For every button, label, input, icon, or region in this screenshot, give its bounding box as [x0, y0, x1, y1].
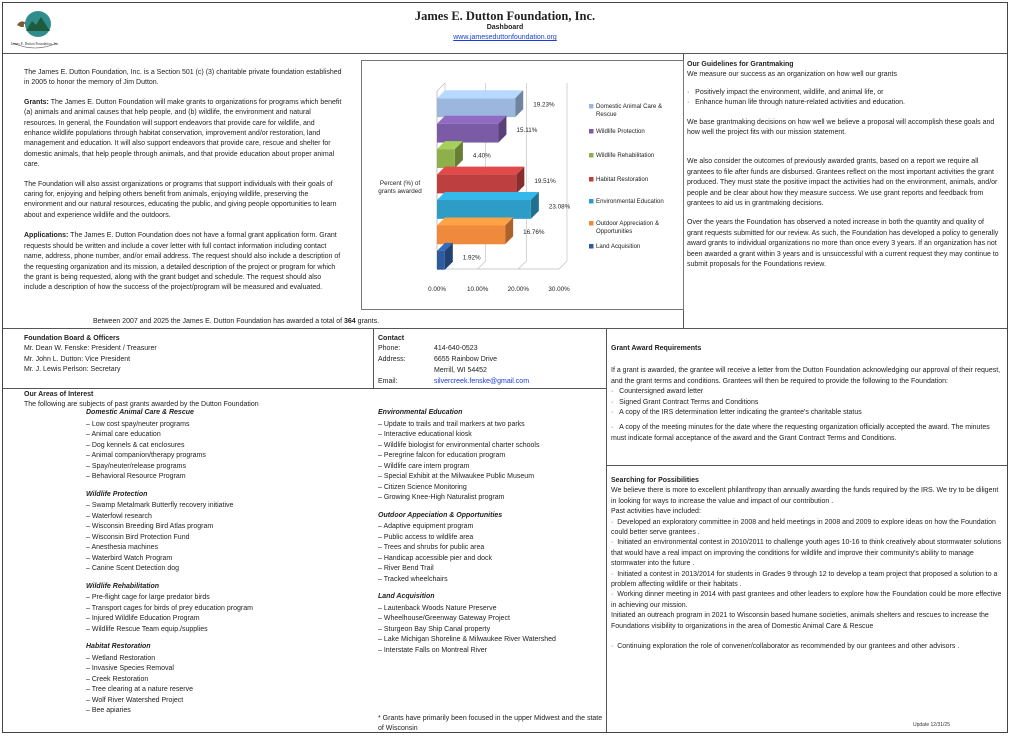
bar	[437, 200, 531, 219]
bar	[437, 98, 515, 117]
guidelines-title: Our Guidelines for Grantmaking	[687, 61, 794, 68]
area-item: – Adaptive equipment program	[378, 523, 474, 530]
bar	[437, 124, 498, 143]
legend-swatch	[589, 221, 594, 226]
page-title: James E. Dutton Foundation, Inc.	[414, 9, 596, 23]
award-item: · A copy of the IRS determination letter indicating the grantee's charitable status	[611, 409, 862, 417]
areas-left-column	[86, 408, 366, 717]
axis-line	[437, 83, 445, 91]
bar-top-face	[437, 167, 524, 175]
area-item: – Injured Wildlife Education Program	[86, 615, 200, 622]
guidelines-intro: We measure our success as an organization on how well our grants	[687, 71, 897, 79]
legend-label: Wildlife Rehabilitation	[596, 152, 655, 159]
address-label: Address:	[378, 356, 406, 363]
gridline	[518, 261, 526, 269]
phone-label: Phone:	[378, 345, 401, 352]
contact-section	[378, 334, 603, 388]
legend-label: Domestic Animal Care &	[596, 103, 663, 110]
bar	[437, 225, 505, 244]
legend-swatch	[589, 104, 594, 109]
contact-title: Contact	[378, 335, 405, 342]
activity-item: · Initiated an environmental contest in 2010/2011 to challenge youth ages 10-16 to think creatively about stormwater solutions that would have a real impact on improving the conditions for wildlife and improve their community's ability to manage stormwater into the future .	[611, 539, 1002, 568]
guidelines-bullet-text: Enhance human life through nature-related activities and education.	[695, 99, 905, 107]
email-link[interactable]: silvercreek.fenske@gmail.com	[434, 378, 530, 385]
area-category-title: Land Acquisition	[378, 593, 435, 600]
update-date: Update 12/31/25	[913, 722, 950, 728]
areas-footnote: * Grants have primarily been focused in the upper Midwest and the state of Wisconsin	[378, 715, 603, 733]
area-item: – Waterbird Watch Program	[86, 554, 173, 562]
guidelines-paragraph: We base grantmaking decisions on how well we believe a proposal will accomplish these goals and how well the project fits with our mission statement.	[687, 118, 995, 137]
award-item-text: Signed Grant Contract Terms and Conditions	[619, 398, 759, 406]
legend-label: Land Acquisition	[596, 243, 641, 250]
area-item: – Wheelhouse/Greenway Gateway Project	[378, 615, 510, 622]
bar	[437, 251, 445, 270]
searching-section	[611, 476, 1003, 653]
area-item: – Wildlife Rescue Team equip./supplies	[86, 625, 208, 633]
legend-label: Rescue	[596, 111, 617, 118]
area-item: – Wetland Restoration	[86, 654, 156, 662]
data-label: 15.11%	[516, 127, 538, 135]
award-section	[611, 344, 1003, 444]
area-item: – Growing Knee-High Naturalist program	[378, 494, 505, 501]
legend-swatch	[589, 177, 594, 182]
searching-intro: We believe there is more to excellent philanthropy than annually awarding the funds required by the IRS. We try to be diligent in looking for ways to increase the value and impact of our contribution .	[611, 487, 999, 505]
award-title: Grant Award Requirements	[611, 345, 702, 352]
intro-paragraph: The James E. Dutton Foundation, Inc. is a Section 501 (c) (3) charitable private foundation established in 2005 to honor the memory of Jim Dutton.	[24, 69, 342, 87]
legend-swatch	[589, 129, 594, 134]
x-tick-label: 10.00%	[466, 286, 489, 293]
data-label: 23.08%	[548, 203, 571, 211]
legend-swatch	[589, 153, 594, 158]
data-label: 4.40%	[472, 152, 491, 160]
activity-text: Working dinner meeting in 2014 with past grantees and other leaders to explore how the Foundation could be more effective in achieving our mission.	[611, 591, 1002, 609]
board-member: Mr. Dean W. Fenske: President / Treasurer	[24, 345, 157, 353]
grants-label: Grants:	[24, 98, 49, 106]
total-grants-suffix: grants.	[357, 318, 380, 325]
area-item: – Anesthesia machines	[86, 544, 158, 551]
divider	[3, 53, 1007, 54]
guidelines-paragraph: Over the years the Foundation has observed a noted increase in both the quantity and quality of grant requests submitted for our review. As such, the Foundation has developed a policy to generally award grants to individual organizations no more than once every 3 years. If an organization has not been awarded a grant within 3 years and is unsuccessful with a current request they may continue to submit proposals for the Foundations review.	[687, 219, 999, 269]
guidelines-bullet: · Enhance human life through nature-related activities and education.	[687, 99, 905, 107]
area-item: – Animal care education	[86, 431, 161, 438]
areas-intro: The following are subjects of past grants awarded by the Dutton Foundation	[24, 401, 259, 409]
area-item: – Wisconsin Breeding Bird Atlas program	[86, 523, 214, 530]
area-category-title: Wildlife Rehabilitation	[86, 582, 160, 590]
area-item: – Pre-flight cage for large predator birds	[86, 594, 210, 601]
area-category-title: Domestic Animal Care & Rescue	[86, 409, 194, 416]
chart-canvas	[362, 61, 683, 309]
area-item: – Lautenback Woods Nature Preserve	[378, 604, 497, 612]
area-item: – Public access to wildlife area	[378, 533, 474, 541]
area-item: – Special Exhibit at the Milwaukee Public Museum	[378, 473, 535, 480]
area-item: – Wolf River Watershed Project	[86, 696, 184, 704]
gridline	[559, 261, 567, 269]
activity-text: Initiated a contest in 2013/2014 for students in Grades 9 through 12 to develop a team project that proposed a solution to a problem affecting wildlife or their habitats .	[611, 570, 998, 589]
area-category-title: Environmental Education	[378, 409, 463, 416]
area-item: – Wildlife biologist for environmental charter schools	[378, 441, 540, 449]
area-item: – Wisconsin Bird Protection Fund	[86, 533, 190, 541]
applications-paragraph	[24, 231, 342, 293]
divider	[3, 328, 1007, 329]
past-activities-label: Past activities have included:	[611, 508, 701, 516]
legend-label: Habitat Restoration	[596, 176, 649, 183]
legend-label: Wildlife Protection	[596, 128, 645, 135]
area-item: – Waterfowl research	[86, 512, 152, 520]
area-item: – Swamp Metalmark Butterfly recovery initiative	[86, 502, 234, 509]
activity-item: · Working dinner meeting in 2014 with past grantees and other leaders to explore how the Foundation could be more effective in achieving our mission.	[611, 591, 1002, 609]
divider	[373, 328, 374, 388]
activity-text: Developed an exploratory committee in 2008 and held meetings in 2008 and 2009 to explore ideas on how the Foundation could better serve grantees .	[611, 518, 996, 537]
bar-top-face	[437, 116, 506, 124]
applications-text: The James E. Dutton Foundation does not have a formal grant application form. Grant requests should be written and include a cover letter with full contact information including contact name, address, phone number, and/or email address. The request should also include a description of the requesting organization and its mission, a detailed description of the project or program for which the grant is being requested, along with the grant budget and schedule. The request should also include a description of how the success of the project/program will be measured and evaluated.	[24, 232, 341, 292]
email-label: Email:	[378, 378, 398, 385]
website-link[interactable]: www.jameseduttonfoundation.org	[453, 34, 557, 41]
applications-label: Applications:	[24, 232, 69, 240]
grants-text: The James E. Dutton Foundation will make grants to organizations for programs which benefit (a) animals and animal causes that help people, and (b) wildlife, the environment and natural resources. In general, the Foundation will support endeavors that provide care for wildlife, and enhance wildlife populations through habitat conservation, improvement and/or restoration, land management and education. It will also support endeavors that provide care, rescue and shelter for domestic animals, that help people through animals, and that provide education about proper animal care.	[24, 98, 342, 169]
grants-paragraph	[24, 98, 342, 171]
intro-section	[24, 68, 342, 294]
bar-top-face	[437, 90, 523, 98]
divider	[3, 388, 607, 389]
dashboard-page	[2, 2, 1008, 733]
gridline	[478, 261, 486, 269]
logo-text: James E. Dutton Foundation, Inc.	[10, 42, 60, 46]
area-item: – Citizen Science Monitoring	[378, 483, 467, 491]
award-paragraph: · A copy of the meeting minutes for the date where the requesting organization officially accepted the award. The minutes must indicate formal acceptance of the award and the Grant Contract Terms and Conditions.	[611, 424, 990, 442]
area-item: – River Bend Trail	[378, 565, 434, 572]
address-line: Merrill, WI 54452	[434, 367, 487, 374]
bar	[437, 149, 455, 168]
area-item: – Animal companion/therapy programs	[86, 452, 206, 459]
area-item: – Interactive educational kiosk	[378, 431, 472, 438]
activity-item: · Developed an exploratory committee in 2008 and held meetings in 2008 and 2009 to explore ideas on how the Foundation could better serve grantees .	[611, 518, 996, 537]
area-item: – Interstate Falls on Montreal River	[378, 646, 487, 654]
data-label: 16.76%	[523, 228, 545, 236]
areas-title: Our Areas of Interest	[24, 391, 94, 398]
award-item: · Countersigned award letter	[611, 388, 704, 396]
area-item: – Spay/neuter/release programs	[86, 462, 186, 470]
board-member: Mr. John L. Dutton: Vice President	[24, 355, 131, 363]
area-item: – Behavioral Resource Program	[86, 473, 186, 480]
board-section	[24, 334, 364, 376]
guidelines-paragraph: We also consider the outcomes of previously awarded grants, based on a report we require all grantees to file after funds are disbursed. Grantees reflect on the most important activities the grant produced. They must state the positive impact the activities had on the environment, animals, and/or people and be clear about how they measure success. We use grant reports and feedback from grantees to aid us in grantmaking decisions.	[687, 158, 998, 208]
legend-label: Environmental Education	[596, 198, 664, 205]
area-item: – Handicap accessible pier and dock	[378, 554, 493, 562]
data-label: 1.92%	[462, 254, 481, 262]
area-item: – Lake Michigan Shoreline & Milwaukee River Watershed	[378, 636, 556, 643]
bar-top-face	[437, 192, 539, 200]
area-item: – Transport cages for birds of prey education program	[86, 604, 253, 612]
area-item: – Tracked wheelchairs	[378, 575, 448, 583]
foundation-paragraph: The Foundation will also assist organizations or programs that support individuals with their goals of caring for, enjoying and helping others benefit from animals, enjoying wildlife, preserving the environment and our natural resources, educating the public, and giving people opportunities to learn about and experience wildlife and the outdoors.	[24, 180, 337, 219]
area-item: – Canine Scent Detection dog	[86, 565, 180, 572]
phone-value: 414-640-0523	[434, 345, 478, 352]
award-item: · Signed Grant Contract Terms and Conditions	[611, 398, 759, 406]
data-label: 19.51%	[534, 178, 556, 185]
continuing-text: Continuing exploration the role of convener/collaborator as recommended by our grantees and other advisors .	[617, 643, 960, 651]
bar-top-face	[437, 217, 513, 225]
divider	[607, 465, 1007, 466]
area-item: – Peregrine falcon for education program	[378, 452, 506, 459]
award-item-text: Countersigned award letter	[619, 388, 704, 396]
award-paragraph-text: A copy of the meeting minutes for the date where the requesting organization officially accepted the award. The minutes must indicate formal acceptance of the award and the Grant Contract Terms and Conditions.	[611, 424, 990, 442]
board-member: Mr. J. Lewis Perlson: Secretary	[24, 366, 121, 374]
area-item: – Trees and shrubs for public area	[378, 544, 485, 551]
activity-text: Initiated an environmental contest in 2010/2011 to challenge youth ages 10-16 to think creatively about stormwater solutions that would have a real impact on improving the conditions for wildlife and improve their community's ability to manage stormwater into the future .	[611, 539, 1002, 568]
board-title: Foundation Board & Officers	[24, 335, 120, 342]
area-category-title: Wildlife Protection	[86, 490, 148, 498]
area-item: – Sturgeon Bay Ship Canal property	[378, 625, 491, 633]
area-item: – Low cost spay/neuter programs	[86, 420, 190, 428]
y-axis-label: Percent (%) of	[379, 180, 421, 187]
grants-chart	[361, 60, 684, 310]
area-item: – Creek Restoration	[86, 675, 149, 683]
x-tick-label: 30.00%	[548, 286, 570, 293]
x-tick-label: 0.00%	[428, 286, 446, 293]
award-item-text: A copy of the IRS determination letter indicating the grantee's charitable status	[619, 409, 862, 417]
total-grants-line	[93, 317, 379, 327]
legend-label: Outdoor Appreciation &	[596, 220, 660, 227]
area-item: – Bee apiaries	[86, 707, 131, 714]
bar	[437, 175, 516, 194]
area-item: – Tree clearing at a nature reserve	[86, 686, 194, 693]
area-category-title: Habitat Restoration	[86, 643, 151, 650]
data-label: 19.23%	[533, 101, 555, 109]
searching-title: Searching for Possibilities	[611, 477, 699, 484]
page-subtitle: Dashboard	[486, 24, 524, 31]
guidelines-bullet-text: Positively impact the environment, wildlife, and animal life, or	[695, 88, 884, 96]
guidelines-bullet: · Positively impact the environment, wildlife, and animal life, or	[687, 88, 884, 96]
areas-right-column	[378, 408, 606, 656]
award-paragraph: If a grant is awarded, the grantee will receive a letter from the Dutton Foundation acknowledging our approval of their request, and the grant terms and conditions. Grantees will then be required to provide the following to the Foundation:	[611, 367, 1001, 385]
activity-item: · Initiated a contest in 2013/2014 for students in Grades 9 through 12 to develop a team project that proposed a solution to a problem affecting wildlife or their habitats .	[611, 570, 998, 589]
total-grants-count: 364	[344, 318, 356, 325]
legend-swatch	[589, 244, 594, 249]
continuing-item: · Continuing exploration the role of convener/collaborator as recommended by our grantees and other advisors .	[611, 643, 960, 651]
area-item: – Wildlife care intern program	[378, 462, 470, 470]
legend-label: Opportunities	[596, 228, 633, 235]
area-item: – Update to trails and trail markers at two parks	[378, 420, 525, 428]
area-item: – Invasive Species Removal	[86, 665, 174, 672]
x-tick-label: 20.00%	[507, 286, 530, 293]
guidelines-section	[687, 60, 999, 271]
address-line: 6655 Rainbow Drive	[434, 356, 498, 363]
area-item: – Dog kennels & cat enclosures	[86, 441, 185, 449]
y-axis-label: grants awarded	[378, 188, 422, 195]
total-grants-prefix: Between 2007 and 2025 the James E. Dutton Foundation has awarded a total of	[93, 318, 343, 325]
area-category-title: Outdoor Appeciation & Opportunities	[378, 511, 503, 519]
outreach-item: Initiated an outreach program in 2021 to Wisconsin based humane societies, animals shelters and rescues to increase the Foundations visibility to organizations in the area of Domestic Animal Care & Rescue	[611, 612, 989, 630]
legend-swatch	[589, 199, 594, 204]
